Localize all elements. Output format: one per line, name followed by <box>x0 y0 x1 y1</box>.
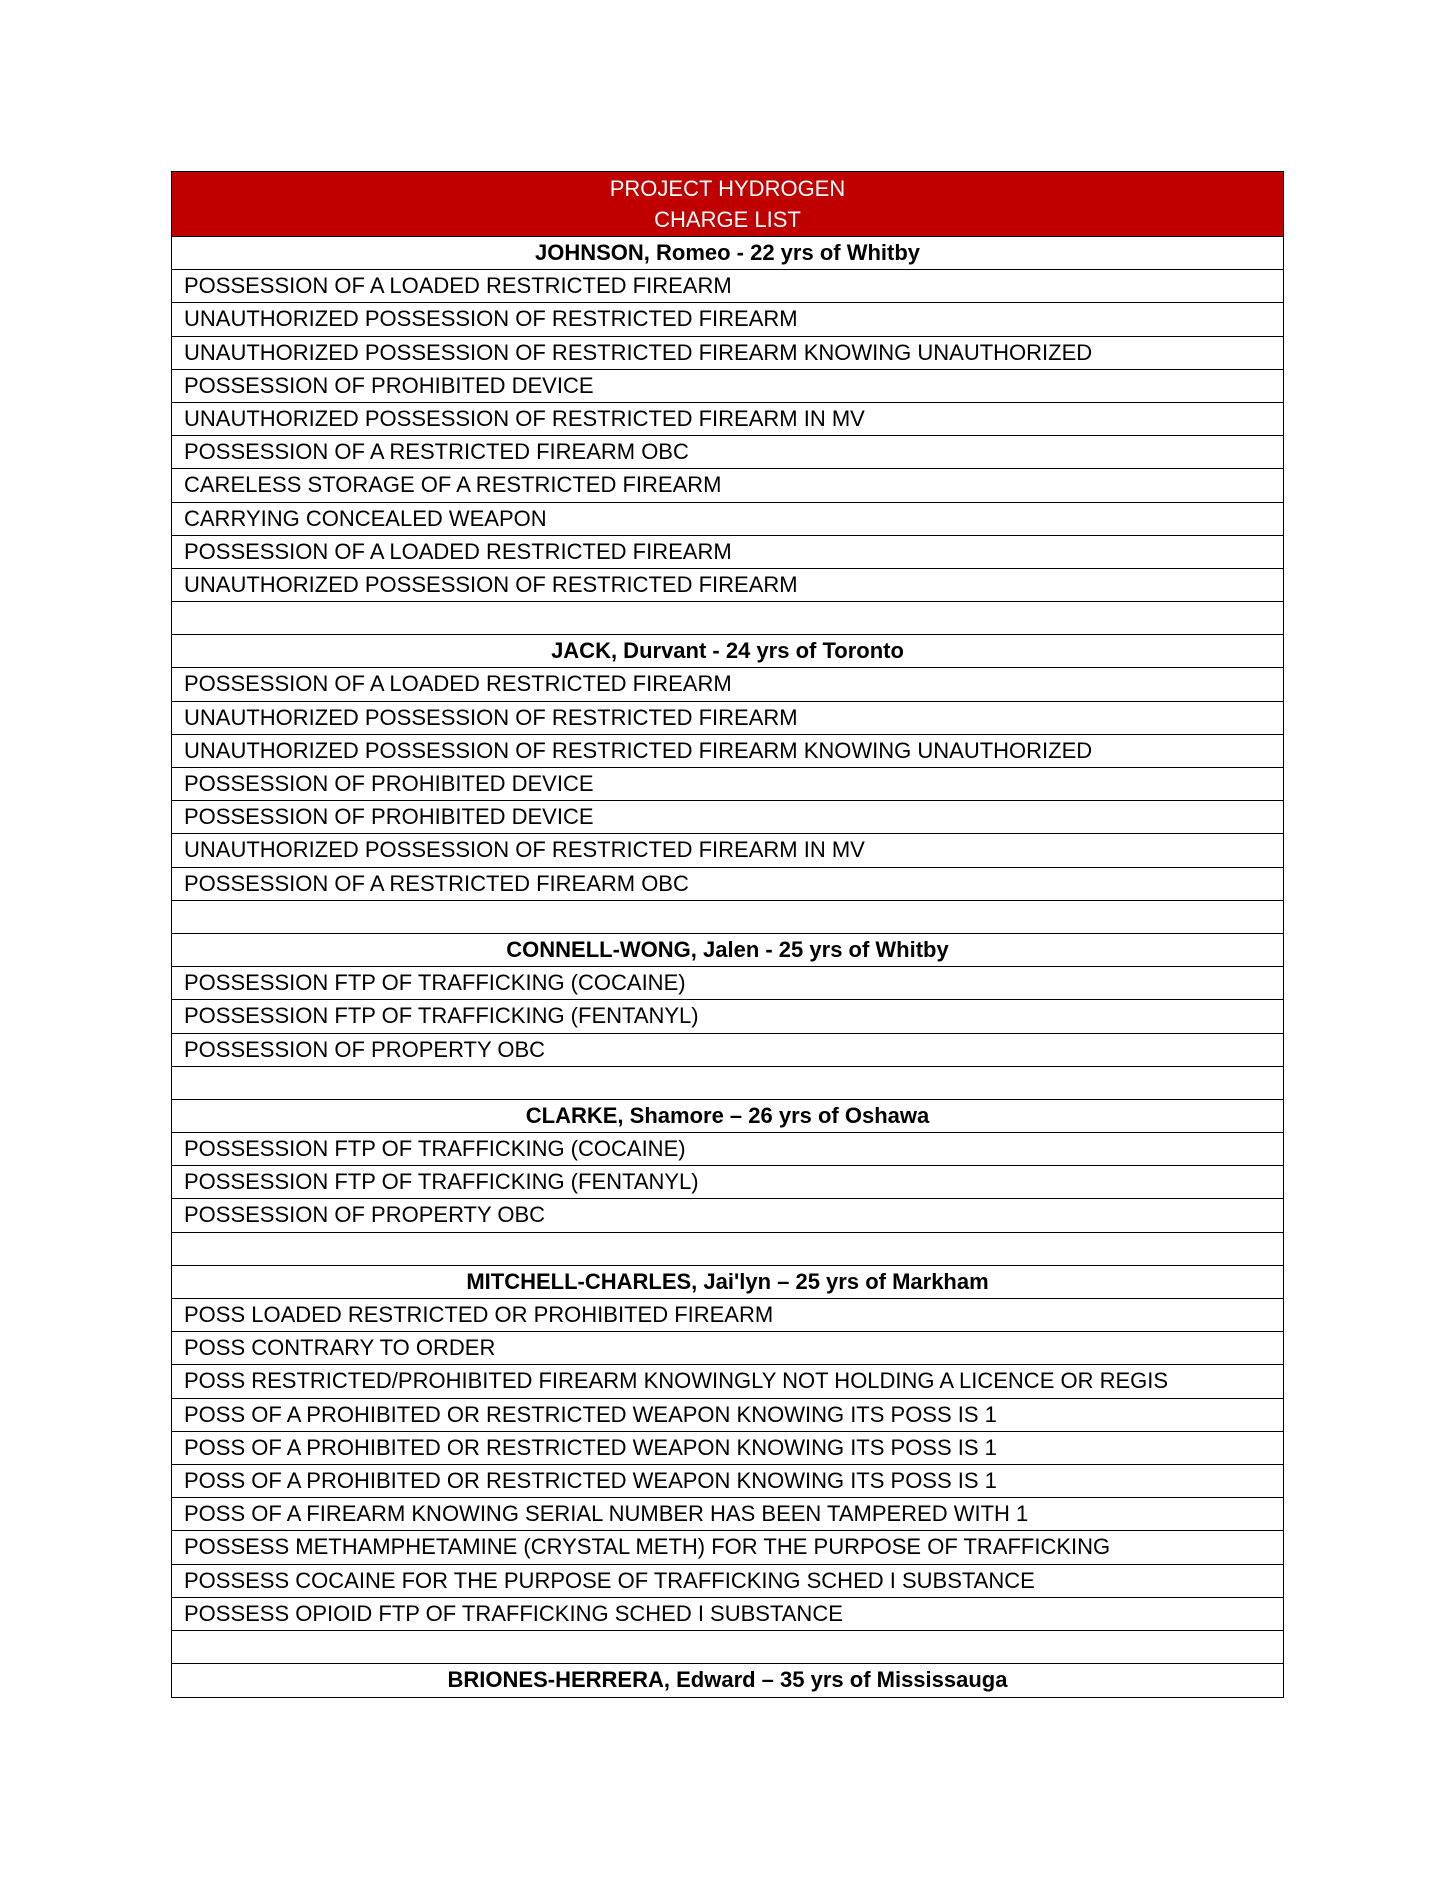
charge-row: POSSESSION FTP OF TRAFFICKING (COCAINE) <box>172 1133 1283 1166</box>
charge-row: UNAUTHORIZED POSSESSION OF RESTRICTED FIREARM <box>172 569 1283 602</box>
charge-row: CARELESS STORAGE OF A RESTRICTED FIREARM <box>172 469 1283 502</box>
charge-row: UNAUTHORIZED POSSESSION OF RESTRICTED FIREARM <box>172 702 1283 735</box>
charge-rows <box>172 237 1283 1697</box>
charge-row: POSSESSION OF A LOADED RESTRICTED FIREARM <box>172 668 1283 701</box>
charge-row: POSSESS COCAINE FOR THE PURPOSE OF TRAFFICKING SCHED I SUBSTANCE <box>172 1565 1283 1598</box>
charge-row: POSSESSION OF PROHIBITED DEVICE <box>172 801 1283 834</box>
charge-row: UNAUTHORIZED POSSESSION OF RESTRICTED FIREARM KNOWING UNAUTHORIZED <box>172 735 1283 768</box>
charge-row: POSS LOADED RESTRICTED OR PROHIBITED FIREARM <box>172 1299 1283 1332</box>
charge-row: POSSESSION FTP OF TRAFFICKING (FENTANYL) <box>172 1166 1283 1199</box>
charge-row: UNAUTHORIZED POSSESSION OF RESTRICTED FIREARM <box>172 303 1283 336</box>
blank-row <box>172 1067 1283 1100</box>
charge-row: POSSESSION OF A RESTRICTED FIREARM OBC <box>172 868 1283 901</box>
charge-row: POSS OF A PROHIBITED OR RESTRICTED WEAPON KNOWING ITS POSS IS 1 <box>172 1399 1283 1432</box>
charge-row: POSSESSION OF PROPERTY OBC <box>172 1034 1283 1067</box>
person-heading: JOHNSON, Romeo - 22 yrs of Whitby <box>172 237 1283 270</box>
person-heading: JACK, Durvant - 24 yrs of Toronto <box>172 635 1283 668</box>
charge-row: POSSESSION OF PROHIBITED DEVICE <box>172 768 1283 801</box>
charge-row: POSSESSION OF PROHIBITED DEVICE <box>172 370 1283 403</box>
project-title: PROJECT HYDROGEN <box>609 176 846 201</box>
charge-row: POSSESSION OF A RESTRICTED FIREARM OBC <box>172 436 1283 469</box>
charge-row: UNAUTHORIZED POSSESSION OF RESTRICTED FIREARM IN MV <box>172 403 1283 436</box>
charge-row: POSS OF A FIREARM KNOWING SERIAL NUMBER HAS BEEN TAMPERED WITH 1 <box>172 1498 1283 1531</box>
list-title: CHARGE LIST <box>654 207 801 232</box>
person-heading: CONNELL-WONG, Jalen - 25 yrs of Whitby <box>172 934 1283 967</box>
charge-list-table <box>171 171 1284 1698</box>
charge-row: POSSESSION OF A LOADED RESTRICTED FIREARM <box>172 536 1283 569</box>
charge-row: UNAUTHORIZED POSSESSION OF RESTRICTED FIREARM KNOWING UNAUTHORIZED <box>172 337 1283 370</box>
charge-row: POSS RESTRICTED/PROHIBITED FIREARM KNOWINGLY NOT HOLDING A LICENCE OR REGIS <box>172 1365 1283 1398</box>
charge-row: POSSESS OPIOID FTP OF TRAFFICKING SCHED I SUBSTANCE <box>172 1598 1283 1631</box>
charge-row: POSSESSION OF PROPERTY OBC <box>172 1199 1283 1232</box>
charge-row: POSSESSION OF A LOADED RESTRICTED FIREARM <box>172 270 1283 303</box>
blank-row <box>172 1233 1283 1266</box>
charge-row: POSSESS METHAMPHETAMINE (CRYSTAL METH) FOR THE PURPOSE OF TRAFFICKING <box>172 1531 1283 1564</box>
charge-row: POSSESSION FTP OF TRAFFICKING (FENTANYL) <box>172 1000 1283 1033</box>
person-heading: BRIONES-HERRERA, Edward – 35 yrs of Mississauga <box>447 1667 1008 1693</box>
charge-row: POSSESSION FTP OF TRAFFICKING (COCAINE) <box>172 967 1283 1000</box>
charge-row: UNAUTHORIZED POSSESSION OF RESTRICTED FIREARM IN MV <box>172 834 1283 867</box>
charge-row: POSS OF A PROHIBITED OR RESTRICTED WEAPON KNOWING ITS POSS IS 1 <box>172 1432 1283 1465</box>
charge-row: POSS CONTRARY TO ORDER <box>172 1332 1283 1365</box>
blank-row <box>172 602 1283 635</box>
charge-row: CARRYING CONCEALED WEAPON <box>172 503 1283 536</box>
charge-row: POSS OF A PROHIBITED OR RESTRICTED WEAPON KNOWING ITS POSS IS 1 <box>172 1465 1283 1498</box>
person-heading: MITCHELL-CHARLES, Jai'lyn – 25 yrs of Markham <box>172 1266 1283 1299</box>
blank-row <box>172 1631 1283 1664</box>
blank-row <box>172 901 1283 934</box>
table-header <box>172 172 1283 237</box>
person-heading: CLARKE, Shamore – 26 yrs of Oshawa <box>172 1100 1283 1133</box>
